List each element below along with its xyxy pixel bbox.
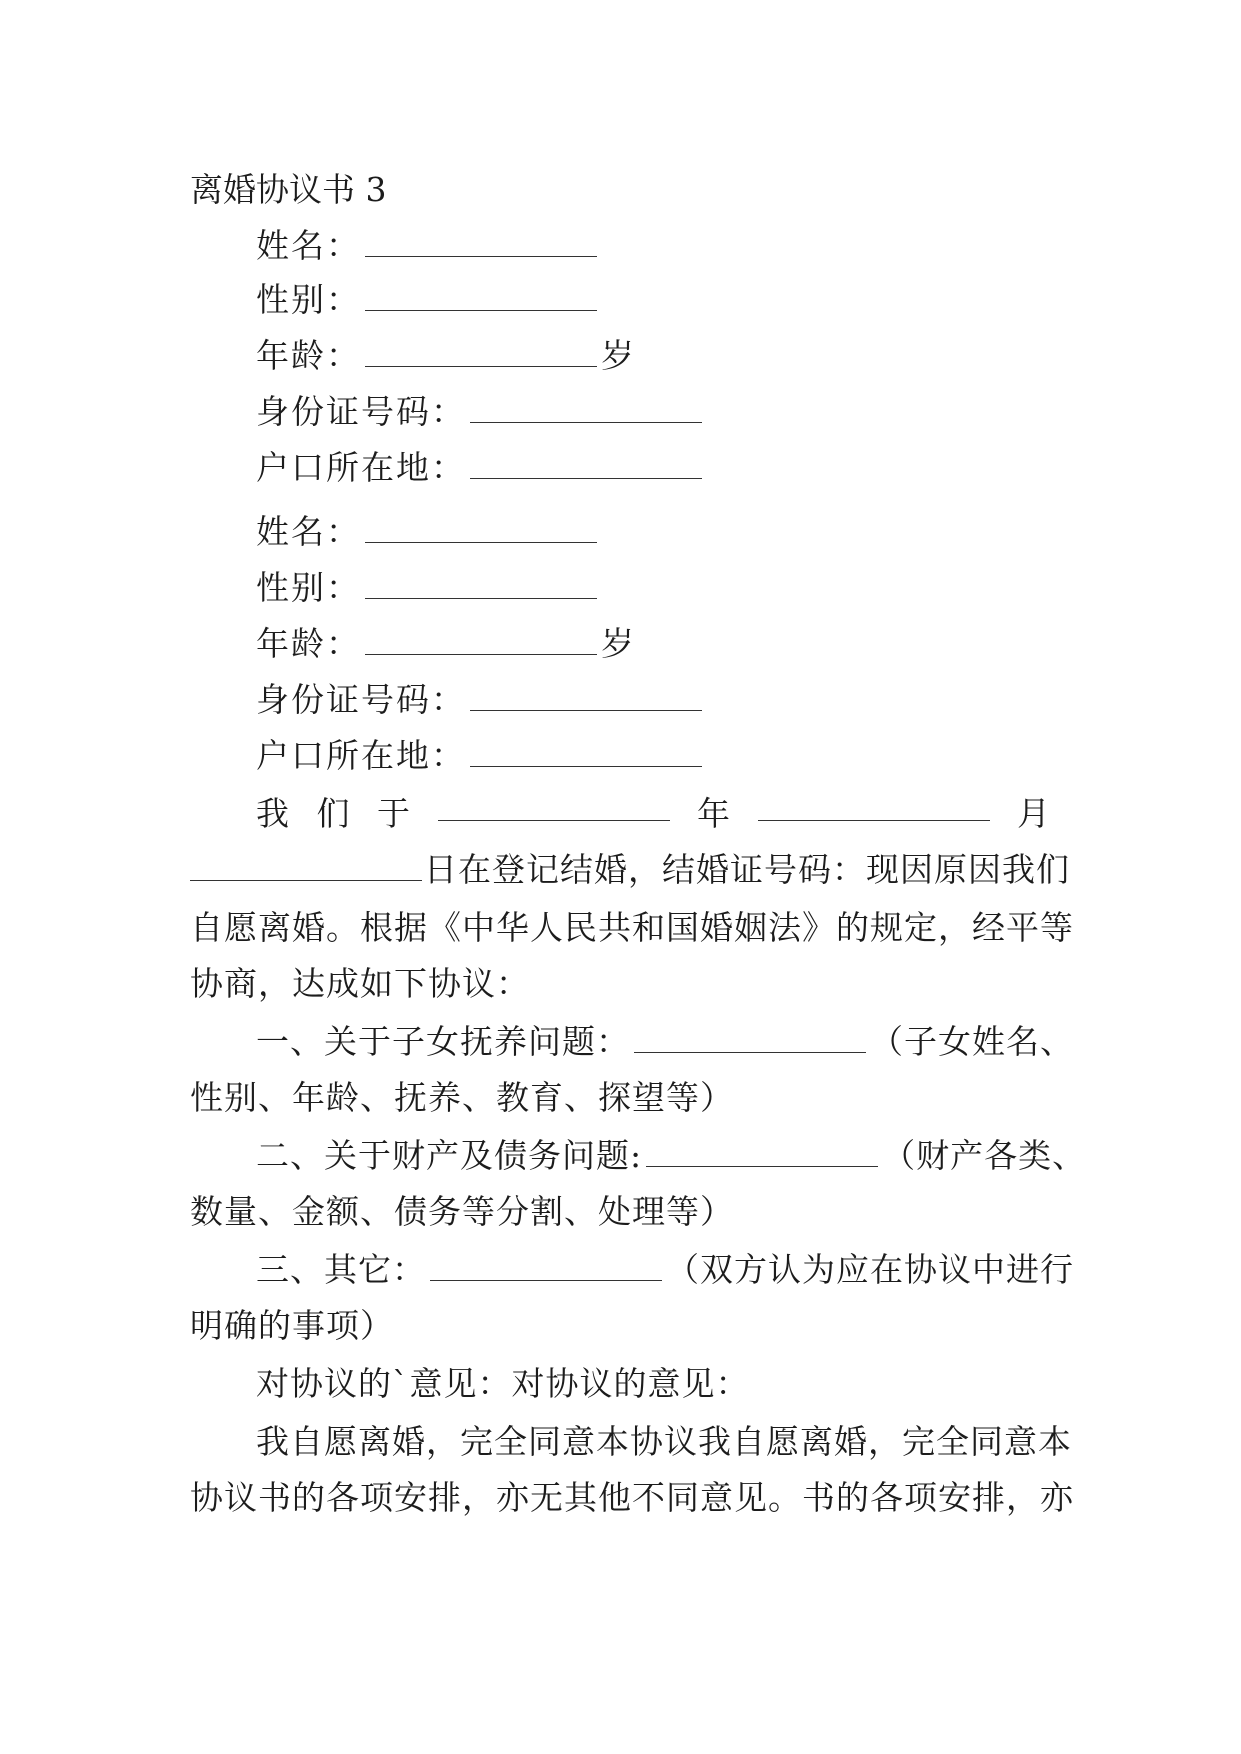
party1-age-blank[interactable]: [365, 338, 597, 367]
party1-hukou-row: [190, 446, 1116, 490]
opinion-line-1: 我自愿离婚，完全同意本协议我自愿离婚，完全同意本: [256, 1422, 1072, 1461]
party1-age-label: 年龄：: [256, 336, 361, 375]
party2-gender-label: 性别：: [256, 568, 361, 607]
party1-gender-blank[interactable]: [365, 282, 597, 311]
party2-hukou-label: 户口所在地：: [256, 736, 466, 775]
marriage-day-blank[interactable]: [190, 852, 422, 881]
clause1-line-2: 性别、年龄、抚养、教育、探望等）: [190, 1078, 734, 1117]
opinion-heading: 对协议的`意见：对协议的意见：: [256, 1364, 750, 1403]
opinion-line-2: 协议书的各项安排，亦无其他不同意见。书的各项安排，亦: [190, 1478, 1074, 1517]
clause2-line-2: 数量、金额、债务等分割、处理等）: [190, 1192, 734, 1231]
marriage-year-blank[interactable]: [438, 792, 670, 821]
party1-hukou-blank[interactable]: [470, 450, 702, 479]
clause3-prefix: 三、其它：: [256, 1250, 426, 1289]
clause3-line-2: 明确的事项）: [190, 1306, 394, 1345]
party2-hukou-blank[interactable]: [470, 738, 702, 767]
party1-name-blank[interactable]: [365, 228, 597, 257]
party2-id-row: [190, 678, 1116, 722]
party2-age-row: [190, 622, 1116, 666]
marriage-word-2: 们: [316, 794, 350, 833]
party1-age-row: [190, 334, 1116, 378]
clause2-suffix: （财产各类、: [882, 1136, 1087, 1175]
party2-hukou-row: [190, 734, 1116, 778]
clause2-blank[interactable]: [646, 1138, 878, 1167]
party1-hukou-label: 户口所在地：: [256, 448, 466, 487]
clause3-line-1: [190, 1248, 1116, 1292]
marriage-word-1: 我: [256, 794, 289, 833]
party2-age-blank[interactable]: [365, 626, 597, 655]
party1-id-label: 身份证号码：: [256, 392, 466, 431]
party1-gender-row: [190, 278, 1116, 322]
party1-name-label: 姓名：: [256, 226, 361, 265]
document-title: 离婚协议书 3: [190, 170, 387, 209]
clause2-prefix: 二、关于财产及债务问题:: [256, 1136, 643, 1175]
party2-name-label: 姓名：: [256, 512, 361, 551]
party2-age-unit: 岁: [601, 624, 634, 663]
party1-gender-label: 性别：: [256, 280, 361, 319]
marriage-month-blank[interactable]: [758, 792, 990, 821]
party2-age-label: 年龄：: [256, 624, 361, 663]
party1-name-row: [190, 224, 1116, 268]
party1-age-unit: 岁: [601, 336, 634, 375]
marriage-line-1: [190, 792, 1050, 836]
party2-id-label: 身份证号码：: [256, 680, 466, 719]
marriage-word-3: 于: [377, 794, 410, 833]
clause1-line-1: [190, 1020, 1116, 1064]
marriage-line-3: 自愿离婚。根据《中华人民共和国婚姻法》的规定，经平等: [190, 908, 1074, 947]
clause1-prefix: 一、关于子女抚养问题：: [256, 1022, 630, 1061]
party1-id-blank[interactable]: [470, 394, 702, 423]
party2-gender-row: [190, 566, 1116, 610]
party1-id-row: [190, 390, 1116, 434]
marriage-year-label: 年: [697, 794, 730, 833]
party2-name-blank[interactable]: [365, 514, 597, 543]
marriage-month-label: 月: [1017, 794, 1050, 833]
clause1-blank[interactable]: [634, 1024, 866, 1053]
marriage-line-1-spread: [256, 792, 1050, 836]
clause2-line-1: [190, 1134, 1116, 1178]
party2-name-row: [190, 510, 1116, 554]
party2-gender-blank[interactable]: [365, 570, 597, 599]
clause1-suffix: （子女姓名、: [870, 1022, 1074, 1061]
marriage-line-4: 协商，达成如下协议：: [190, 964, 530, 1003]
clause3-blank[interactable]: [430, 1252, 662, 1281]
marriage-line-2-text: 日在登记结婚，结婚证号码：现因原因我们: [424, 850, 1070, 889]
marriage-line-2: [190, 848, 1070, 892]
clause3-suffix: （双方认为应在协议中进行: [666, 1250, 1074, 1289]
party2-id-blank[interactable]: [470, 682, 702, 711]
